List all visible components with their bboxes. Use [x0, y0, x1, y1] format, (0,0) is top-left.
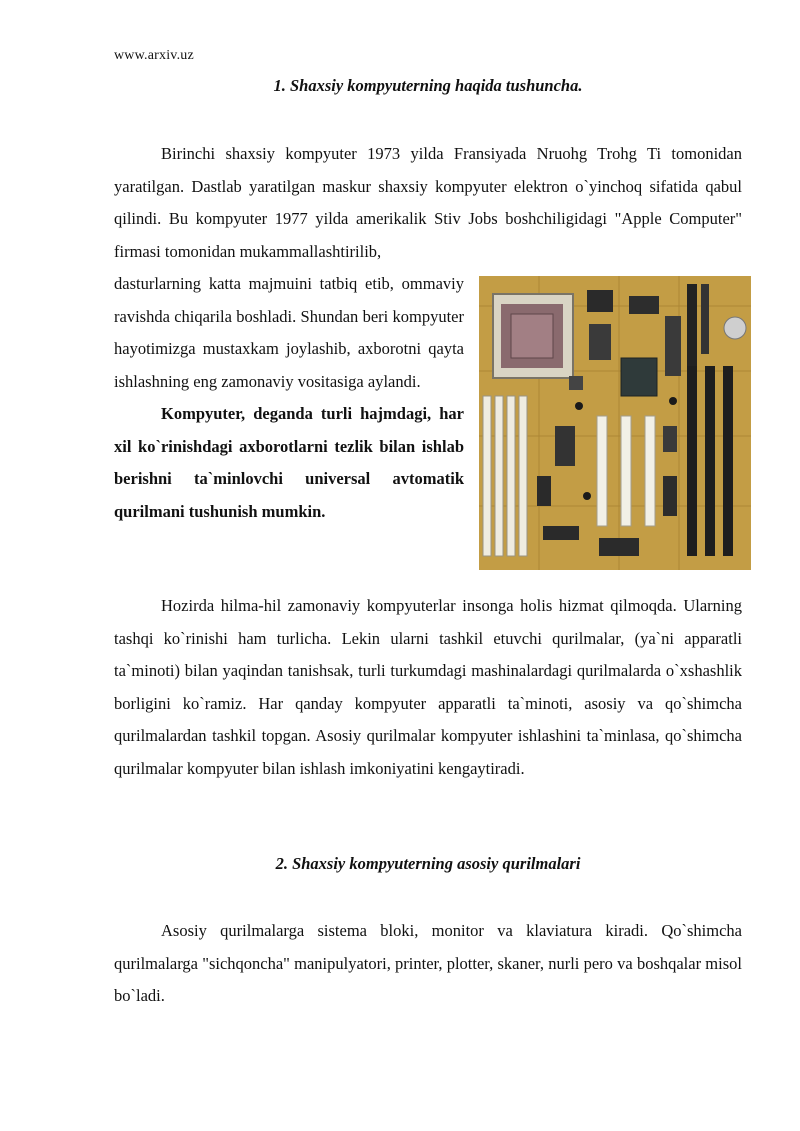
text-beside-image	[114, 268, 464, 528]
section-1-title: 1. Shaxsiy kompyuterning haqida tushuncha.	[273, 76, 583, 95]
motherboard-image	[479, 276, 751, 570]
paragraph-intro: Birinchi shaxsiy kompyuter 1973 yilda Fransiyada Nruohg Trohg Ti tomonidan yaratilgan. Dastlab yaratilgan maskur shaxsiy kompyuter elektron o`yinchoq sifatida qabul qilindi. Bu kompyuter 1977 yilda amerikalik Stiv Jobs boshchiligidagi "Apple Computer" firmasi tomonidan mukammallashtirilib,	[114, 144, 742, 261]
paragraph-devices: Asosiy qurilmalarga sistema bloki, monitor va klaviatura kiradi. Qo`shimcha qurilmalarga "sichqoncha" manipulyatori, printer, plotter, skaner, nurli pero va boshqalar misol bo`ladi.	[114, 921, 742, 1005]
paragraph-hardware: Hozirda hilma-hil zamonaviy kompyuterlar insonga holis hizmat qilmoqda. Ularning tashqi ko`rinishi ham turlicha. Lekin ularni tashkil etuvchi qurilmalar, (ya`ni apparatli ta`minoti) bilan yaqindan tanishsak, turli turkumdagi mashinalardagi qurilmalarda o`xshashlik borligini ko`ramiz. Har qanday kompyuter apparatli ta`minoti, asosiy va qo`shimcha qurilmalardan tashkil topgan. Asosiy qurilmalar kompyuter ishlashini ta`minlasa, qo`shimcha qurilmalar kompyuter bilan ishlash imkoniyatini kengaytiradi.	[114, 596, 742, 778]
computer-definition: Kompyuter, deganda turli hajmdagi, har xil ko`rinishdagi axborotlarni tezlik bilan ishlab berishni ta`minlovchi universal avtomatik qurilmani tushunish mumkin.	[114, 404, 464, 521]
section-2-title: 2. Shaxsiy kompyuterning asosiy qurilmalari	[275, 854, 581, 873]
paragraph-intro-continued: dasturlarning katta majmuini tatbiq etib, ommaviy ravishda chiqarila boshladi. Shundan beri kompyuter hayotimizga mustaxkam joylashib, axborotni qayta ishlashning eng zamonaviy vositasiga aylandi.	[114, 274, 464, 391]
site-header: www.arxiv.uz	[114, 48, 194, 63]
